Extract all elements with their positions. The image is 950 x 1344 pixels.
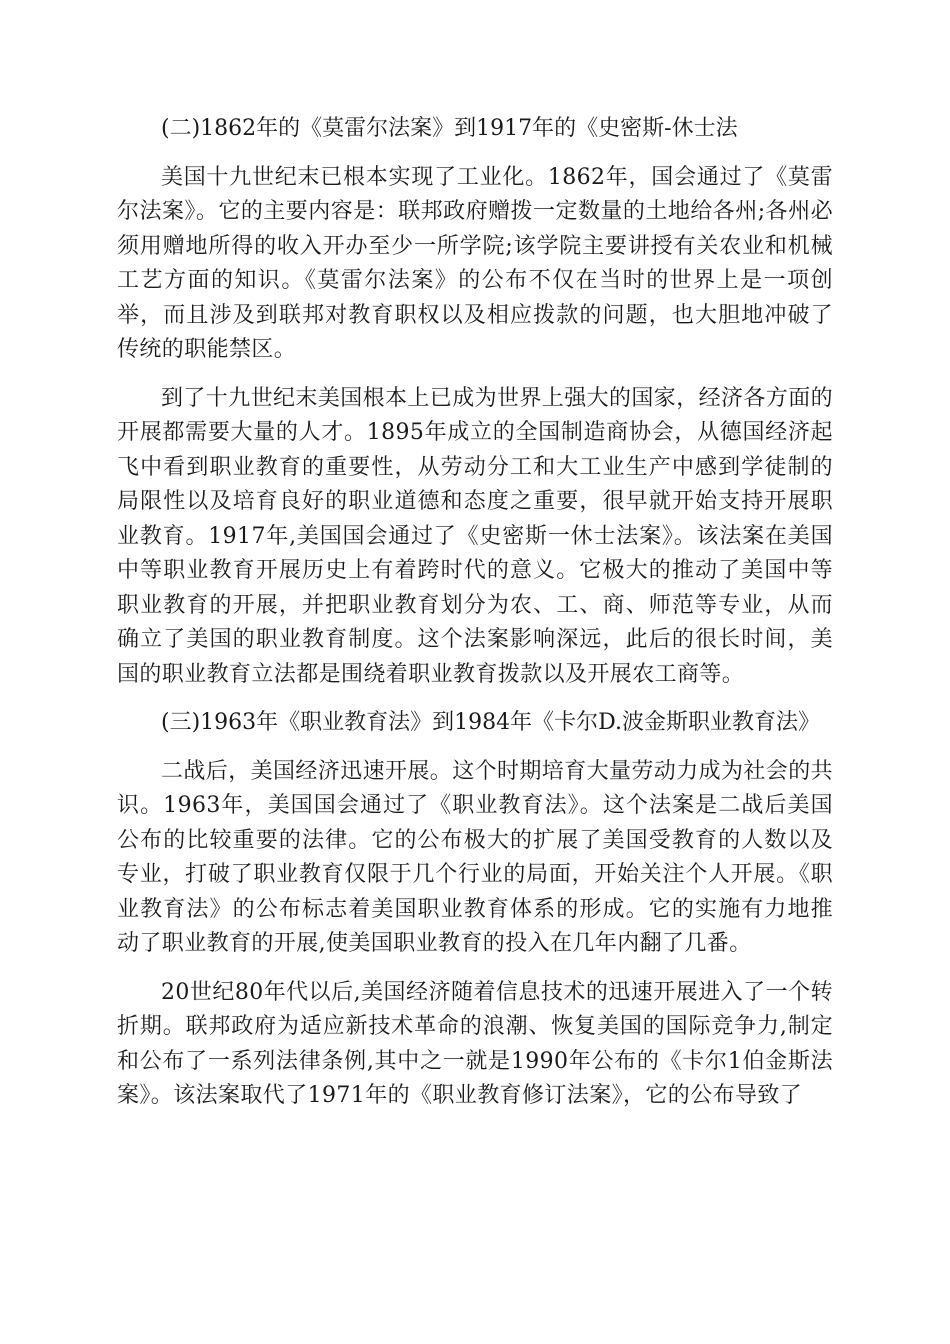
paragraph-vocational-education-act: 二战后，美国经济迅速开展。这个时期培育大量劳动力成为社会的共识。1963年，美国国会通过了《职业教育法》。这个法案是二战后美国公布的比较重要的法律。它的公布极大的扩展了美国受教育的人数以及专业，打破了职业教育仅限于几个行业的局面，开始关注个人开展。《职业教育法》的公布标志着美国职业教育体系的形成。它的实施有力地推动了职业教育的开展,使美国职业教育的投入在几年内翻了几番。 <box>117 758 834 956</box>
section-heading-2: (二)1862年的《莫雷尔法案》到1917年的《史密斯-休士法 <box>161 116 738 141</box>
paragraph-morrill-act: 美国十九世纪末已根本实现了工业化。1862年，国会通过了《莫雷尔法案》。它的主要内容是：联邦政府赠拨一定数量的土地给各州;各州必须用赠地所得的收入开办至少一所学院;该学院主要讲授有关农业和机械工艺方面的知识。《莫雷尔法案》的公布不仅在当时的世界上是一项创举，而且涉及到联邦对教育职权以及相应拨款的问题，也大胆地冲破了传统的职能禁区。 <box>117 164 833 362</box>
document-body <box>117 112 833 1128</box>
paragraph-smith-hughes-act: 到了十九世纪末美国根本上已成为世界上强大的国家，经济各方面的开展都需要大量的人才。1895年成立的全国制造商协会，从德国经济起飞中看到职业教育的重要性，从劳动分工和大工业生产中感到学徒制的局限性以及培育良好的职业道德和态度之重要，很早就开始支持开展职业教育。1917年,美国国会通过了《史密斯一休士法案》。该法案在美国中等职业教育开展历史上有着跨时代的意义。它极大的推动了美国中等职业教育的开展，并把职业教育划分为农、工、商、师范等专业，从而确立了美国的职业教育制度。这个法案影响深远，此后的很长时间，美国的职业教育立法都是围绕着职业教育拨款以及开展农工商等。 <box>117 385 834 687</box>
paragraph-perkins-act: 20世纪80年代以后,美国经济随着信息技术的迅速开展进入了一个转折期。联邦政府为适应新技术革命的浪潮、恢复美国的国际竞争力,制定和公布了一系列法律条例,其中之一就是1990年公布的《卡尔1伯金斯法案》。该法案取代了1971年的《职业教育修订法案》，它的公布导致了 <box>117 979 833 1108</box>
section-heading-3: (三)1963年《职业教育法》到1984年《卡尔D.波金斯职业教育法》 <box>161 710 820 735</box>
